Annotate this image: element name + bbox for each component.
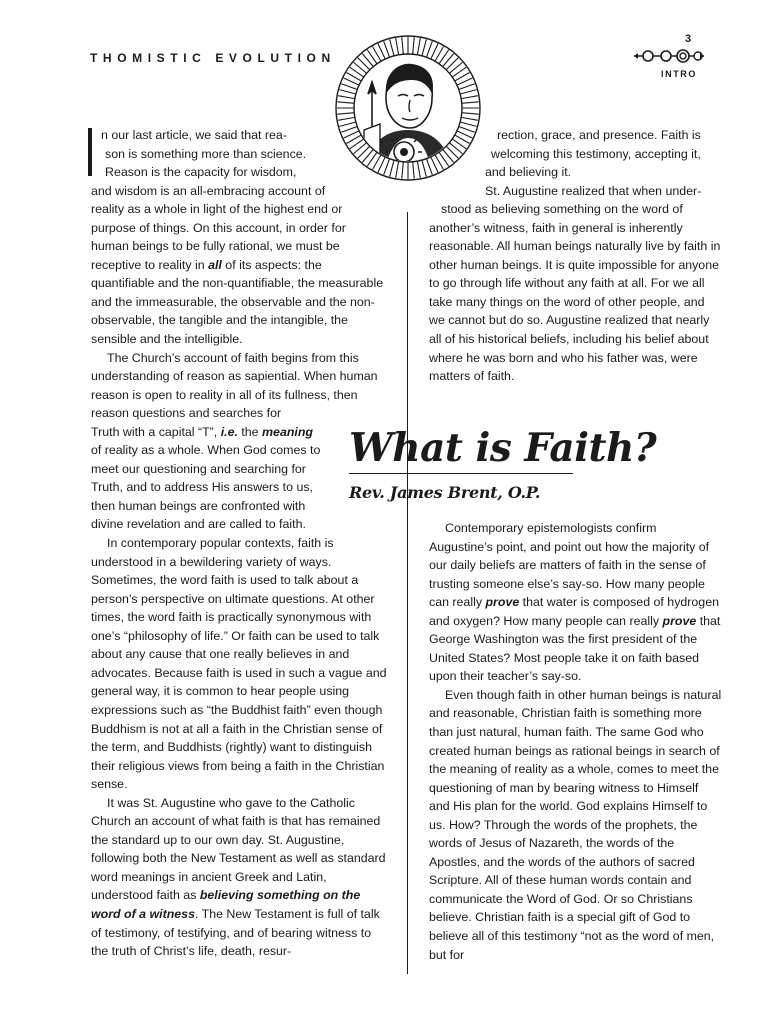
medallion-ray <box>337 113 354 114</box>
paragraph <box>429 126 722 182</box>
text: The Church’s account of faith begins from this understanding of reason as sapiential. When human reason is open to reality in all of its fullness, then reason questions and searches for <box>91 350 378 421</box>
text-line: son is something more than science. <box>105 146 307 161</box>
title-rule <box>349 473 573 474</box>
text-line: Truth, and to address His answers to us, <box>91 480 313 495</box>
medallion-ray <box>341 84 357 90</box>
paragraph: In contemporary popular contexts, faith is understood in a bewildering variety of ways. Sometimes, the word faith is used to talk about a person’s perspective on ultimate questions. At other times, the word faith is practically synonymous with one’s “philosophy of life.” Or faith can be used to talk about any cause that one really believes in and advocates. Because faith is used in such a vague and general way, it is common to hear people using expressions such as “the Buddhist faith” even though Buddhism is not at all a faith in the Christian sense of the term, and Buddhists (rightly) want to distinguish their religious views from being a faith in the Christian sense. <box>91 536 387 792</box>
text-line: and believing it. <box>485 165 572 180</box>
medallion-ray <box>338 117 355 120</box>
column-left <box>91 126 387 961</box>
paragraph-narrow <box>91 423 345 534</box>
emphasis: prove <box>485 595 520 610</box>
medallion-ray <box>462 113 479 114</box>
medallion-ray <box>431 44 438 59</box>
article-byline: Rev. James Brent, O.P. <box>349 483 541 502</box>
medallion-ray <box>417 38 420 55</box>
section-label: INTRO <box>661 69 697 79</box>
medallion-ray <box>378 44 385 59</box>
text-line: and wisdom is an all-embracing account of <box>91 183 326 198</box>
medallion-ray <box>461 96 478 99</box>
emphasis: all <box>208 257 222 272</box>
medallion-ray <box>459 84 475 90</box>
medallion-ray <box>422 160 426 176</box>
text: the <box>237 424 263 439</box>
text-line: welcoming this testimony, accepting it, <box>491 146 701 161</box>
chain-ornament-icon <box>632 46 706 66</box>
text: Truth with a capital “T”, <box>91 424 221 439</box>
emphasis: i.e. <box>220 424 238 439</box>
text: of its aspects: the quantifiable and the non-quantifiable, the measurable and the immeasurable, the observable and the non-observable, the tangible and the intangible, the sensible and the intelligible. <box>91 257 384 347</box>
column-right-bottom <box>429 519 722 964</box>
medallion-ray <box>413 37 414 54</box>
paragraph <box>91 126 387 349</box>
medallion-ray <box>390 160 394 176</box>
medallion-ray <box>337 102 354 103</box>
paragraph <box>429 519 722 686</box>
medallion-ray <box>339 90 355 94</box>
paragraph <box>407 182 722 386</box>
emphasis: meaning <box>262 424 313 439</box>
text: It was St. Augustine who gave to the Catholic Church an account of what faith is that has remained the standard up to our own day. St. Augustine, following both the New Testament as well as standard word meanings in ancient Greek and Latin, understood faith as <box>91 795 386 903</box>
medallion-ray <box>417 161 420 178</box>
medallion-ray <box>460 90 476 94</box>
medallion-ray <box>396 161 399 178</box>
paragraph: Even though faith in other human beings is natural and reasonable, Christian faith is something more than just natural, human faith. The same God who created human beings as rational beings in search of the meaning of reality as a whole, comes to meet the questioning of man by bearing witness to Himself and His plan for the world. God explains Himself to us. How? Through the words of the prophets, the words of Jesus of Nazareth, the words of the Apostles, and the words of the authors of sacred Scripture. All of these human words contain and communicate the Word of God. Or so Christians believe. Christian faith is a special gift of God to believe all of this testimony “not as the word of men, but for <box>429 687 722 962</box>
text: another’s witness, faith in general is inherently reasonable. All human beings naturally live by faith in other human beings. It is quite impossible for anyone to go through life without any faith at all. For we all take many things on the word of other people, and we cannot but do so. Augustine realized that nearly all of his historical beliefs, including his belief about where he was born and who his father was, were matters of faith. <box>429 220 721 384</box>
text: that water is composed of hydrogen and oxygen? How many people can really <box>429 595 719 628</box>
medallion-ray <box>413 162 414 179</box>
text-line: n our last article, we said that rea- <box>101 128 287 142</box>
text: that George Washington was the first president of the United States? Most people take it on faith based upon their teacher’s say-so. <box>429 613 721 684</box>
medallion-ray <box>396 38 399 55</box>
series-title: THOMISTIC EVOLUTION <box>90 51 336 65</box>
page-number: 3 <box>684 33 692 45</box>
article-title: What is Faith? <box>349 425 657 471</box>
medallion-ray <box>390 39 394 55</box>
text-line: Reason is the capacity for wisdom, <box>105 165 297 180</box>
medallion-ray <box>384 41 390 57</box>
paragraph <box>91 349 387 423</box>
column-right-top <box>429 126 722 386</box>
paragraph <box>91 794 387 961</box>
text-line: then human beings are confronted with <box>91 498 306 513</box>
medallion-ray <box>402 162 403 179</box>
medallion-ray <box>338 96 355 99</box>
text-line: rection, grace, and presence. Faith is <box>497 128 701 142</box>
text-line: of reality as a whole. When God comes to <box>91 443 321 458</box>
medallion-ray <box>344 78 359 85</box>
medallion-ray <box>402 37 403 54</box>
emphasis: believing something on the word of a witness <box>91 888 361 921</box>
medallion-ray <box>422 39 426 55</box>
text-line: stood as believing something on the word of <box>441 202 683 217</box>
medallion-ray <box>426 41 432 57</box>
text: Contemporary epistemologists confirm Augustine’s point, and point out how the majority of our daily beliefs are matters of faith in the sense of trusting someone else’s say-so. How many people can really <box>429 521 710 610</box>
emphasis: prove <box>662 613 697 628</box>
text-line: meet our questioning and searching for <box>91 461 306 476</box>
medallion-ray <box>462 102 479 103</box>
text: . The New Testament is full of talk of testimony, of testifying, and of bearing witness to the truth of Christ’s life, death, resur- <box>91 906 380 959</box>
text-line: divine revelation and are called to faith. <box>91 517 306 532</box>
medallion-ray <box>461 117 478 120</box>
medallion-ray <box>457 78 472 85</box>
text: reality as a whole in light of the highest end or purpose of things. On this account, in order for human beings to be fully rational, we must be receptive to reality in <box>91 202 346 272</box>
text-line: St. Augustine realized that when under- <box>485 183 702 198</box>
